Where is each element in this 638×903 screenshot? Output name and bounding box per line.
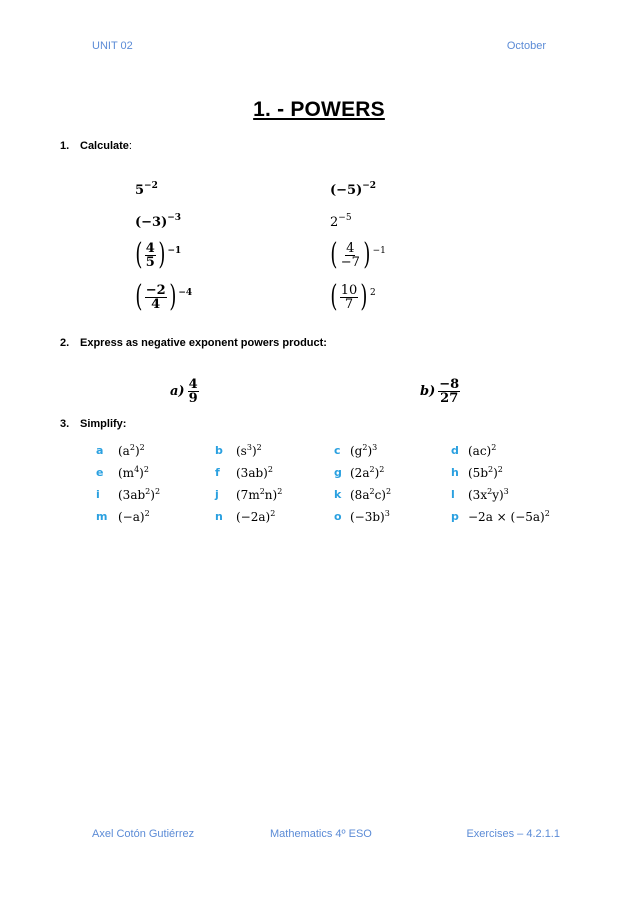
calc-item-8: ( $\frac{10}{7}$ ) 2 xyxy=(330,279,376,314)
simplify-item-expression: (ac)$^2$ xyxy=(468,443,497,458)
simplify-item-expression: $(m^4)^2$ xyxy=(118,465,149,480)
question-1 xyxy=(60,140,132,152)
question-number: 2. xyxy=(60,337,70,349)
simplify-item-letter: m xyxy=(96,510,108,523)
simplify-item-expression: $(-3b)^3$ xyxy=(350,509,390,524)
question-2 xyxy=(60,337,327,349)
simplify-item-expression: $(s^3)^2$ xyxy=(236,443,262,458)
simplify-item-letter: g xyxy=(334,466,342,479)
calc-item-2: $(-5)^{-2}$ xyxy=(330,181,377,198)
question-3 xyxy=(60,418,126,430)
simplify-item-expression: $(3x^2y)^3$ xyxy=(468,487,509,502)
simplify-item-letter: f xyxy=(215,466,220,479)
calc-item-6: ( $\frac{4}{-7}$ ) −1 xyxy=(330,237,386,272)
simplify-item-expression: $(7m^2n)^2$ xyxy=(236,487,283,502)
simplify-item-letter: c xyxy=(334,444,341,457)
simplify-item-letter: k xyxy=(334,488,342,501)
footer-author: Axel Cotón Gutiérrez xyxy=(92,828,195,840)
simplify-item-letter: h xyxy=(451,466,459,479)
question-number: 3. xyxy=(60,418,70,430)
simplify-item-letter: d xyxy=(451,444,459,457)
question-label: Calculate xyxy=(80,140,129,152)
header-month: October xyxy=(506,40,546,52)
page-title: 1. - POWERS xyxy=(253,98,385,121)
simplify-item-expression: $(-a)^2$ xyxy=(118,509,150,524)
simplify-item-expression: $(3ab^2)^2$ xyxy=(118,487,161,502)
simplify-item-letter: a xyxy=(96,444,104,457)
calc-item-7: ( $\frac{-2}{4}$ ) −4 xyxy=(135,279,193,314)
simplify-item-expression: $-2a \times (-5a)^2$ xyxy=(468,509,550,524)
simplify-item-expression: $(5b^2)^2$ xyxy=(468,465,503,480)
calc-item-5: ( $\frac{4}{5}$ ) −1 xyxy=(135,237,182,272)
footer-reference: Exercises – 4.2.1.1 xyxy=(466,828,560,840)
question-number: 1. xyxy=(60,140,70,152)
question-label: Simplify: xyxy=(80,418,127,430)
simplify-item-expression: $(g^2)^3$ xyxy=(350,443,378,458)
simplify-item-letter: b xyxy=(215,444,223,457)
simplify-item-expression: $(a^2)^2$ xyxy=(118,443,145,458)
simplify-item-expression: $(8a^2c)^2$ xyxy=(350,487,392,502)
calc-item-1: $5^{-2}$ xyxy=(135,181,158,198)
simplify-item-letter: e xyxy=(96,466,104,479)
simplify-item-letter: p xyxy=(451,510,459,523)
simplify-item-letter: n xyxy=(215,510,223,523)
simplify-item-letter: j xyxy=(215,488,219,501)
simplify-item-expression: $(3ab)^2$ xyxy=(236,465,273,480)
simplify-item-letter: l xyxy=(451,488,455,501)
question-label: Express as negative exponent powers product: xyxy=(80,337,327,349)
calc-item-4: $2^{-5}$ xyxy=(330,213,352,230)
footer-course: Mathematics 4º ESO xyxy=(270,828,372,840)
simplify-item-expression: $(2a^2)^2$ xyxy=(350,465,385,480)
express-item-a: a) $\frac{4}{9}$ xyxy=(170,377,198,406)
simplify-item-letter: o xyxy=(334,510,342,523)
question-suffix: : xyxy=(128,140,132,152)
calc-item-3: $(-3)^{-3}$ xyxy=(135,213,182,230)
express-item-b: b) $\frac{-8}{27}$ xyxy=(420,377,460,406)
header-unit: UNIT 02 xyxy=(92,40,133,52)
simplify-item-letter: i xyxy=(96,488,100,501)
simplify-item-expression: $(-2a)^2$ xyxy=(236,509,276,524)
